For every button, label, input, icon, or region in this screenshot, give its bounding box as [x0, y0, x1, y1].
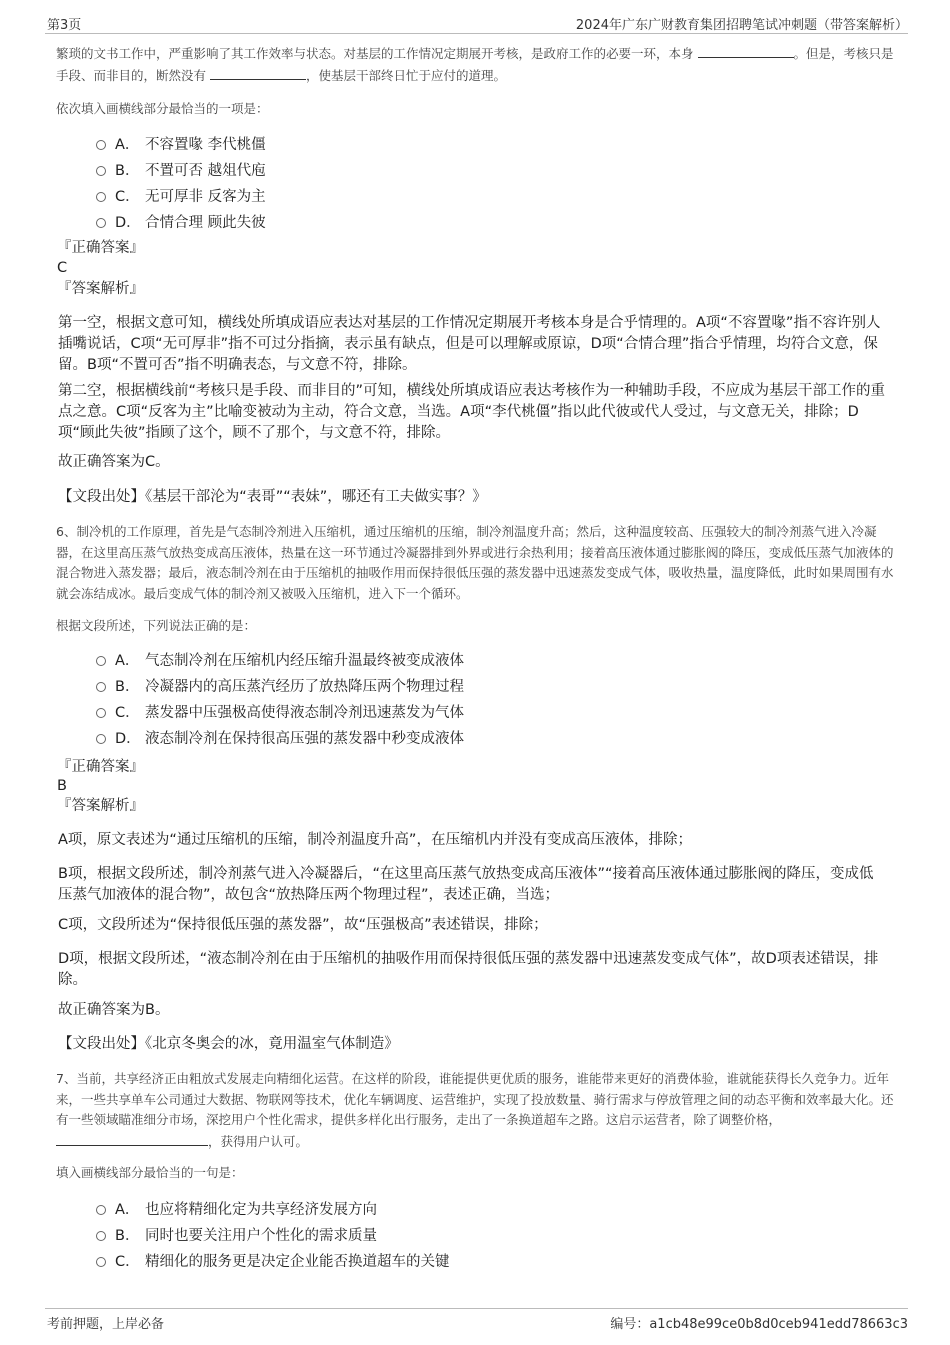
q5-passage-b: 。但是，考核只是手段、而非目的，断然没有 — [56, 46, 894, 83]
q5-analysis-1: 第一空，根据文意可知，横线处所填成语应表达对基层的工作情况定期展开考核本身是合乎情理的。A项“不容置喙”指不容许别人插嘴说话，C项“无可厚非”指不可过分指摘，表示虽有缺点，但是可以理解或原谅，D项“合情合理”指合乎情理，均符合文意，保留。B项“不置可否”指不明确表态，与文意不符，排除。 — [58, 315, 881, 373]
q6-analysis-1: A项，原文表述为“通过压缩机的压缩，制冷剂温度升高”，在压缩机内并没有变成高压液体，排除； — [58, 832, 692, 848]
radio-icon[interactable] — [96, 1257, 106, 1267]
footer-divider — [45, 1308, 908, 1309]
q6-answer: B — [57, 778, 67, 794]
q7-blank — [56, 1131, 208, 1146]
q6-answer-label: 『正确答案』 — [57, 759, 144, 775]
q5-passage-c: ，使基层干部终日忙于应付的道理。 — [306, 67, 507, 83]
q6-analysis-label: 『答案解析』 — [57, 798, 144, 814]
q7-option-b[interactable]: B． 同时也要关注用户个性化的需求质量 — [96, 1226, 377, 1246]
radio-icon[interactable] — [96, 682, 106, 692]
radio-icon[interactable] — [96, 1205, 106, 1215]
q5-blank-2 — [210, 65, 306, 80]
radio-icon[interactable] — [96, 218, 106, 228]
q7-passage-b: ，获得用户认可。 — [208, 1133, 309, 1149]
document-code-value: a1cb48e99ce0b8d0ceb941edd78663c3 — [649, 1317, 908, 1332]
q6-prompt: 根据文段所述，下列说法正确的是： — [56, 618, 257, 633]
q5-analysis-3: 故正确答案为C。 — [58, 454, 170, 470]
q5-option-b[interactable]: B． 不置可否 越俎代庖 — [96, 161, 266, 181]
radio-icon[interactable] — [96, 734, 106, 744]
q6-passage: 6、制冷机的工作原理，首先是气态制冷剂进入压缩机，通过压缩机的压缩，制冷剂温度升高；然后，这种温度较高、压强较大的制冷剂蒸气进入冷凝器，在这里高压蒸气放热变成高压液体，热量在这一环节通过冷凝器排到外界或进行余热利用；接着高压液体通过膨胀阀的降压，变成低压蒸气加液体的混合物进入蒸发器；最后，液态制冷剂在由于压缩机的抽吸作用而保持很低压强的蒸发器中迅速蒸发变成气体，吸收热量，温度降低，此时如果周围有水就会冻结成冰。最后变成气体的制冷剂又被吸入压缩机，进入下一个循环。 — [56, 524, 894, 601]
radio-icon[interactable] — [96, 656, 106, 666]
q6-option-c[interactable]: C． 蒸发器中压强极高使得液态制冷剂迅速蒸发为气体 — [96, 703, 464, 723]
q5-answer-label: 『正确答案』 — [57, 240, 144, 256]
q6-analysis-2: B项，根据文段所述，制冷剂蒸气进入冷凝器后，“在这里高压蒸气放热变成高压液体”“接着高压液体通过膨胀阀的降压，变成低压蒸气加液体的混合物”，故包含“放热降压两个物理过程”，表述正确，当选； — [58, 866, 874, 903]
q5-source: 【文段出处】《基层干部沦为“表哥”“表妹”，哪还有工夫做实事？》 — [58, 489, 487, 505]
radio-icon[interactable] — [96, 140, 106, 150]
document-title: 2024年广东广财教育集团招聘笔试冲刺题（带答案解析） — [575, 18, 908, 33]
q5-option-c[interactable]: C． 无可厚非 反客为主 — [96, 187, 266, 207]
q5-passage-a: 繁琐的文书工作中，严重影响了其工作效率与状态。对基层的工作情况定期展开考核，是政府工作的必要一环，本身 — [56, 46, 694, 61]
q5-analysis-label: 『答案解析』 — [57, 281, 144, 297]
radio-icon[interactable] — [96, 708, 106, 718]
q7-option-c[interactable]: C． 精细化的服务更是决定企业能否换道超车的关键 — [96, 1252, 450, 1272]
q6-option-d[interactable]: D． 液态制冷剂在保持很高压强的蒸发器中秒变成液体 — [96, 729, 464, 749]
q6-analysis-3: C项，文段所述为“保持很低压强的蒸发器”，故“压强极高”表述错误，排除； — [58, 917, 548, 933]
q5-option-d[interactable]: D． 合情合理 顾此失彼 — [96, 213, 266, 233]
q5-answer: C — [57, 260, 68, 276]
q5-analysis-2: 第二空，根据横线前“考核只是手段、而非目的”可知，横线处所填成语应表达考核作为一种辅助手段，不应成为基层干部工作的重点之意。C项“反客为主”比喻变被动为主动，符合文意，当选。A项“李代桃僵”指以此代彼或代人受过，与文意无关，排除；D项“顾此失彼”指顾了这个，顾不了那个，与文意不符，排除。 — [58, 383, 886, 441]
document-code — [610, 1313, 908, 1332]
q7-passage — [56, 1069, 896, 1152]
header-divider — [45, 33, 908, 34]
q6-source: 【文段出处】《北京冬奥会的冰，竟用温室气体制造》 — [58, 1036, 399, 1052]
q5-option-a[interactable]: A． 不容置喙 李代桃僵 — [96, 135, 266, 155]
q7-option-a[interactable]: A． 也应将精细化定为共享经济发展方向 — [96, 1200, 377, 1220]
footer-slogan: 考前押题，上岸必备 — [47, 1317, 165, 1332]
q6-analysis-4: D项，根据文段所述，“液态制冷剂在由于压缩机的抽吸作用而保持很低压强的蒸发器中迅速蒸发变成气体”，故D项表述错误，排除。 — [58, 951, 879, 988]
document-code-label: 编号： — [610, 1317, 650, 1332]
q7-prompt: 填入画横线部分最恰当的一句是： — [56, 1165, 244, 1180]
q7-passage-a: 7、当前，共享经济正由粗放式发展走向精细化运营。在这样的阶段，谁能提供更优质的服务，谁能带来更好的消费体验，谁就能获得长久竞争力。近年来，一些共享单车公司通过大数据、物联网等技术，优化车辆调度、运营维护，实现了投放数量、骑行需求与停放管理之间的动态平衡和效率最大化。还有一些领域瞄准细分市场，深挖用户个性化需求，提供多样化出行服务，走出了一条换道超车之路。这启示运营者，除了调整价格， — [56, 1071, 894, 1127]
q6-option-b[interactable]: B． 冷凝器内的高压蒸汽经历了放热降压两个物理过程 — [96, 677, 464, 697]
radio-icon[interactable] — [96, 166, 106, 176]
q6-option-a[interactable]: A． 气态制冷剂在压缩机内经压缩升温最终被变成液体 — [96, 651, 464, 671]
q5-blank-1 — [698, 43, 794, 58]
page-number: 第3页 — [47, 18, 82, 33]
q6-analysis-5: 故正确答案为B。 — [58, 1002, 170, 1018]
radio-icon[interactable] — [96, 192, 106, 202]
q5-prompt: 依次填入画横线部分最恰当的一项是： — [56, 101, 269, 116]
radio-icon[interactable] — [96, 1231, 106, 1241]
q5-passage — [56, 43, 896, 86]
